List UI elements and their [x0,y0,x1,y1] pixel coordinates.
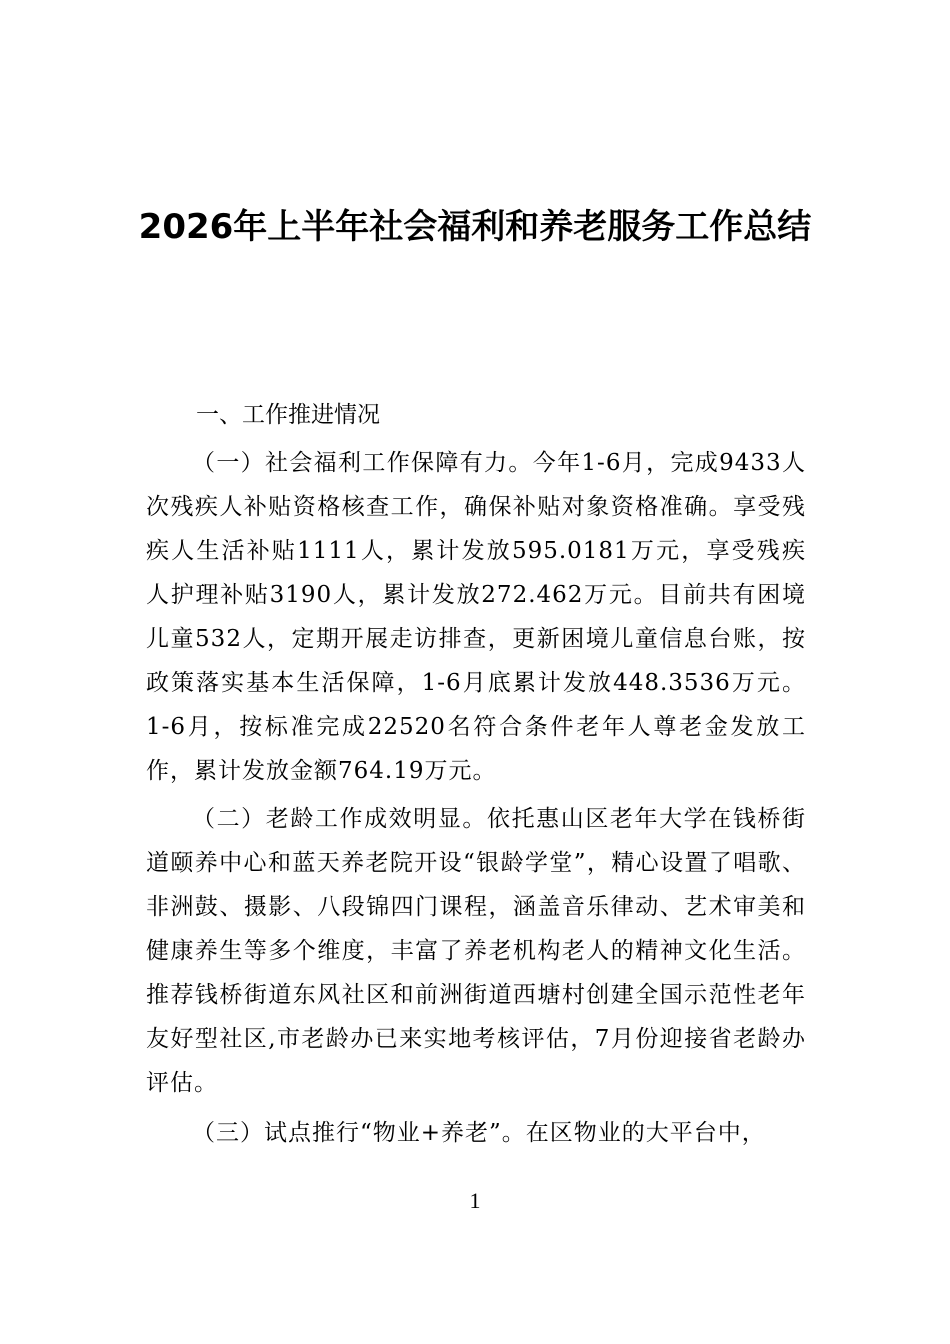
paragraph-lead: （二）老龄工作成效明显。 [192,806,487,832]
paragraph-text: 依托惠山区老年大学在钱桥街道颐养中心和蓝天养老院开设“银龄学堂”，精心设置了唱歌、非洲鼓、摄影、八段锦四门课程，涵盖音乐律动、艺术审美和健康养生等多个维度，丰富了养老机构老人的精神文化生活。推荐钱桥街道东风社区和前洲街道西塘村创建全国示范性老年友好型社区,市老龄办已来实地考核评估，7月份迎接省老龄办评估。 [146,806,807,1096]
page-number: 1 [469,1188,481,1213]
paragraph-lead: （三）试点推行“物业+养老”。 [192,1120,526,1146]
paragraph-social-welfare [146,441,806,793]
paragraph-text: 在区物业的大平台中， [525,1120,766,1146]
section-heading: 一、工作推进情况 [196,402,380,428]
document-title: 2026年上半年社会福利和养老服务工作总结 [138,207,812,247]
paragraph-lead: （一）社会福利工作保障有力。 [192,450,533,476]
paragraph-elderly-work [146,797,806,1105]
paragraph-property-elderly [146,1111,806,1155]
paragraph-text: 今年1-6月，完成9433人次残疾人补贴资格核查工作，确保补贴对象资格准确。享受残疾人生活补贴1111人，累计发放595.0181万元，享受残疾人护理补贴3190人，累计发放272.462万元。目前共有困境儿童532人，定期开展走访排查，更新困境儿童信息台账，按政策落实基本生活保障，1-6月底累计发放448.3536万元。1-6月，按标准完成22520名符合条件老年人尊老金发放工作，累计发放金额764.19万元。 [146,450,807,784]
